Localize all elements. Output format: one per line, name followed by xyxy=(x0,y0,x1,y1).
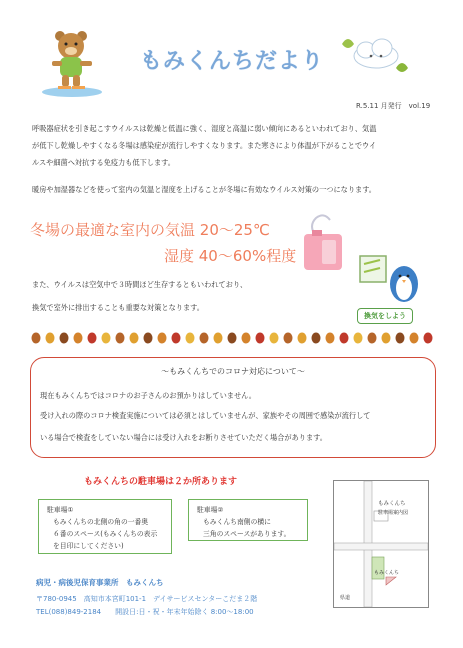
leaf-icon xyxy=(158,333,167,344)
notice-line-1: 現在もみくんちではコロナのお子さんのお預かりはしていません。 xyxy=(40,391,256,400)
leaf-icon xyxy=(46,333,55,344)
leaf-icon xyxy=(410,333,419,344)
covid-notice-box xyxy=(30,357,436,458)
penguin-icon xyxy=(358,250,428,312)
parking-lot-1-line-1: もみくんちの北側の角の一番奥 xyxy=(53,518,149,526)
leaf-icon xyxy=(228,333,237,344)
humidifier-icon xyxy=(298,214,348,272)
leaf-icon xyxy=(284,333,293,344)
map-label-3: もみくんち xyxy=(374,570,400,576)
notice-line-2: 受け入れの際のコロナ検査実施については必須とはしていませんが、家族やその周囲で感染が流行して xyxy=(40,411,371,420)
leaf-icon xyxy=(186,333,195,344)
climate-line-2: 換気で室外に排出することも重要な対策となります。 xyxy=(32,303,204,312)
notice-line-3: いる場合で検査をしていない場合には受け入れをお断りさせていただく場合があります。 xyxy=(40,433,327,442)
leaf-icon xyxy=(102,333,111,344)
leaf-icon xyxy=(382,333,391,344)
leaf-icon xyxy=(144,333,153,344)
intro-line-2: が低下し乾燥しやすくなる冬場は感染症が流行しやすくなります。また寒さにより体温が下がることでウイ xyxy=(32,141,377,150)
temperature-heading: 冬場の最適な室内の気温 20～25℃ xyxy=(30,221,270,239)
parking-lot-2-box xyxy=(188,499,308,541)
humidity-heading: 湿度 40～60%程度 xyxy=(164,247,297,265)
intro-line-3: ルスや細菌へ対抗する免疫力も低下します。 xyxy=(32,158,175,167)
parking-lot-2-label: 駐車場② xyxy=(197,506,224,514)
leaf-icon xyxy=(88,333,97,344)
footer-tel: TEL(088)849-2184 開設日:日・祝・年末年始除く 8:00～18:00 xyxy=(36,608,254,616)
intro-line-4: 暖房や加湿器などを使って室内の気温と湿度を上げることが冬場に有効なウイルス対策の一つになります。 xyxy=(32,185,376,194)
leaf-garland-icon xyxy=(30,330,440,346)
leaf-icon xyxy=(340,333,349,344)
parking-title: もみくんちの駐車場は２か所あります xyxy=(84,477,238,487)
parking-lot-1-line-2: ６番のスペース(もみくんちの表示 xyxy=(53,530,158,538)
leaf-icon xyxy=(326,333,335,344)
leaf-icon xyxy=(312,333,321,344)
newsletter-title: もみくんちだより xyxy=(140,49,325,74)
leaf-icon xyxy=(396,333,405,344)
footer-address: 〒780-0945 高知市本宮町101-1 デイサービスセンターこだま２階 xyxy=(36,595,258,603)
notice-title: ～もみくんちでのコロナ対応について～ xyxy=(161,367,305,376)
map-label-1: もみくんち xyxy=(378,501,406,507)
leaf-icon xyxy=(214,333,223,344)
footer-org-name: 病児・病後児保育事業所 もみくんち xyxy=(36,578,164,587)
leaf-icon xyxy=(354,333,363,344)
leaf-icon xyxy=(74,333,83,344)
intro-line-1: 呼吸器症状を引き起こすウイルスは乾燥と低温に強く、湿度と高温に弱い傾向にあるといわれており、気温 xyxy=(32,124,377,133)
map-label-4: 県道 xyxy=(340,595,351,601)
leaf-icon xyxy=(242,333,251,344)
parking-map xyxy=(333,480,429,608)
parking-lot-2-line-1: もみくんち南側の横に xyxy=(203,518,271,526)
parking-lot-1-line-3: を目印にしてください) xyxy=(53,542,124,550)
leaf-icon xyxy=(130,333,139,344)
issue-date: R.5.11 月発行 vol.19 xyxy=(356,102,431,110)
leaf-icon xyxy=(116,333,125,344)
parking-lot-1-box xyxy=(38,499,172,554)
cloud-face-icon xyxy=(334,34,418,78)
parking-lot-2-line-2: 三角のスペースがあります。 xyxy=(203,530,291,538)
bear-skater-icon xyxy=(40,26,104,98)
map-label-2: 駐車場案内図 xyxy=(378,510,409,516)
leaf-icon xyxy=(200,333,209,344)
leaf-icon xyxy=(60,333,69,344)
parking-lot-1-label: 駐車場① xyxy=(47,506,74,514)
leaf-icon xyxy=(256,333,265,344)
leaf-icon xyxy=(298,333,307,344)
leaf-icon xyxy=(172,333,181,344)
leaf-icon xyxy=(424,333,433,344)
leaf-icon xyxy=(32,333,41,344)
leaf-icon xyxy=(270,333,279,344)
ventilate-label: 換気をしよう xyxy=(357,308,413,324)
leaf-icon xyxy=(368,333,377,344)
climate-line-1: また、ウイルスは空気中で３時間ほど生存するともいわれており、 xyxy=(32,280,248,289)
